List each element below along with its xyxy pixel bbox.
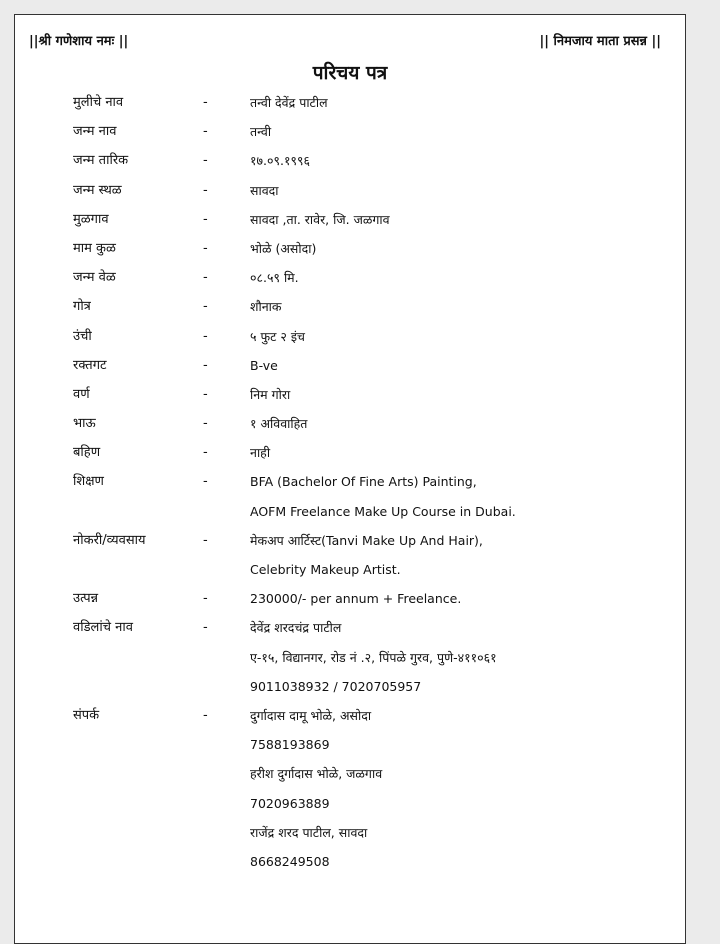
row-value: 8668249508	[250, 853, 330, 869]
row-value: दुर्गादास दामू भोळे, असोदा	[250, 707, 372, 723]
biodata-list	[15, 93, 685, 881]
biodata-row	[15, 764, 685, 793]
row-value: 230000/- per annum + Freelance.	[250, 591, 462, 607]
row-value: 7020963889	[250, 795, 330, 811]
document-page	[14, 14, 686, 944]
biodata-row	[15, 589, 685, 618]
row-separator: -	[203, 445, 208, 461]
biodata-row	[15, 706, 685, 735]
row-value: ए-१५, विद्यानगर, रोड नं .२, पिंपळे गुरव, पुणे-४११०६१	[250, 649, 497, 665]
biodata-row	[15, 181, 685, 210]
biodata-row	[15, 239, 685, 268]
header-left-invocation: ||श्री गणेशाय नमः ||	[29, 34, 129, 49]
biodata-row	[15, 823, 685, 852]
row-separator: -	[203, 299, 208, 315]
row-value: 7588193869	[250, 737, 330, 753]
biodata-row	[15, 210, 685, 239]
row-separator: -	[203, 182, 208, 198]
biodata-row	[15, 356, 685, 385]
row-value: भोळे (असोदा)	[250, 240, 317, 256]
biodata-row	[15, 531, 685, 560]
row-separator: -	[203, 532, 208, 548]
biodata-row	[15, 677, 685, 706]
biodata-row	[15, 414, 685, 443]
row-value: Celebrity Makeup Artist.	[250, 562, 401, 577]
row-separator: -	[203, 707, 208, 723]
biodata-row	[15, 268, 685, 297]
row-value: सावदा ,ता. रावेर, जि. जळगाव	[250, 211, 390, 227]
row-separator: -	[203, 153, 208, 169]
row-value: मेकअप आर्टिस्ट(Tanvi Make Up And Hair),	[250, 532, 483, 548]
row-value: AOFM Freelance Make Up Course in Dubai.	[250, 503, 516, 519]
row-separator: -	[203, 95, 208, 110]
row-label: रक्तगट	[73, 357, 107, 373]
biodata-row	[15, 93, 685, 122]
row-value: हरीश दुर्गादास भोळे, जळगाव	[250, 766, 383, 782]
row-label: मुलीचे नाव	[73, 95, 124, 110]
row-value: ५ फुट २ इंच	[250, 328, 305, 344]
row-separator: -	[203, 270, 208, 286]
biodata-row	[15, 618, 685, 647]
biodata-row	[15, 560, 685, 589]
row-label: बहिण	[73, 445, 101, 461]
row-label: मुळगाव	[73, 211, 109, 227]
biodata-row	[15, 852, 685, 881]
row-label: जन्म नाव	[73, 124, 117, 140]
row-value: १ अविवाहित	[250, 416, 308, 432]
biodata-row	[15, 794, 685, 823]
row-label: गोत्र	[73, 299, 91, 315]
row-label: वर्ण	[73, 386, 90, 402]
page-title: परिचय पत्र	[312, 62, 388, 84]
row-value: नाही	[250, 445, 271, 461]
row-value: BFA (Bachelor Of Fine Arts) Painting,	[250, 474, 477, 490]
biodata-row	[15, 735, 685, 764]
row-label: माम कुळ	[73, 240, 116, 256]
row-label: जन्म वेळ	[73, 270, 116, 286]
row-separator: -	[203, 416, 208, 432]
row-separator: -	[203, 474, 208, 490]
row-value: ०८.५९ मि.	[250, 270, 299, 286]
biodata-row	[15, 648, 685, 677]
row-separator: -	[203, 620, 208, 636]
row-value: 9011038932 / 7020705957	[250, 678, 422, 694]
biodata-row	[15, 122, 685, 151]
row-value: देवेंद्र शरदचंद्र पाटील	[250, 620, 342, 636]
row-value: निम गोरा	[250, 386, 291, 402]
row-separator: -	[203, 240, 208, 256]
biodata-row	[15, 472, 685, 501]
biodata-row	[15, 327, 685, 356]
biodata-row	[15, 151, 685, 180]
biodata-row	[15, 502, 685, 531]
row-label: उत्पन्न	[73, 591, 99, 607]
biodata-row	[15, 443, 685, 472]
row-label: नोकरी/व्यवसाय	[73, 532, 146, 548]
row-separator: -	[203, 124, 208, 140]
header-right-invocation: || निमजाय माता प्रसन्न ||	[539, 34, 661, 49]
row-label: वडिलांचे नाव	[73, 620, 133, 636]
row-label: शिक्षण	[73, 474, 104, 490]
row-label: भाऊ	[73, 416, 96, 432]
row-separator: -	[203, 357, 208, 373]
row-label: जन्म स्थळ	[73, 182, 122, 198]
row-value: शौनाक	[250, 299, 282, 315]
row-value: १७.०९.१९९६	[250, 153, 310, 169]
row-separator: -	[203, 211, 208, 227]
biodata-row	[15, 297, 685, 326]
row-value: सावदा	[250, 182, 279, 198]
row-value: राजेंद्र शरद पाटील, सावदा	[250, 824, 368, 840]
row-value: B-ve	[250, 357, 278, 373]
row-separator: -	[203, 591, 208, 607]
row-label: उंची	[73, 328, 92, 344]
row-separator: -	[203, 328, 208, 344]
row-value: तन्वी	[250, 124, 272, 140]
row-value: तन्वी देवेंद्र पाटील	[250, 95, 328, 110]
row-separator: -	[203, 386, 208, 402]
row-label: संपर्क	[73, 707, 100, 723]
row-label: जन्म तारिक	[73, 153, 129, 169]
biodata-row	[15, 385, 685, 414]
